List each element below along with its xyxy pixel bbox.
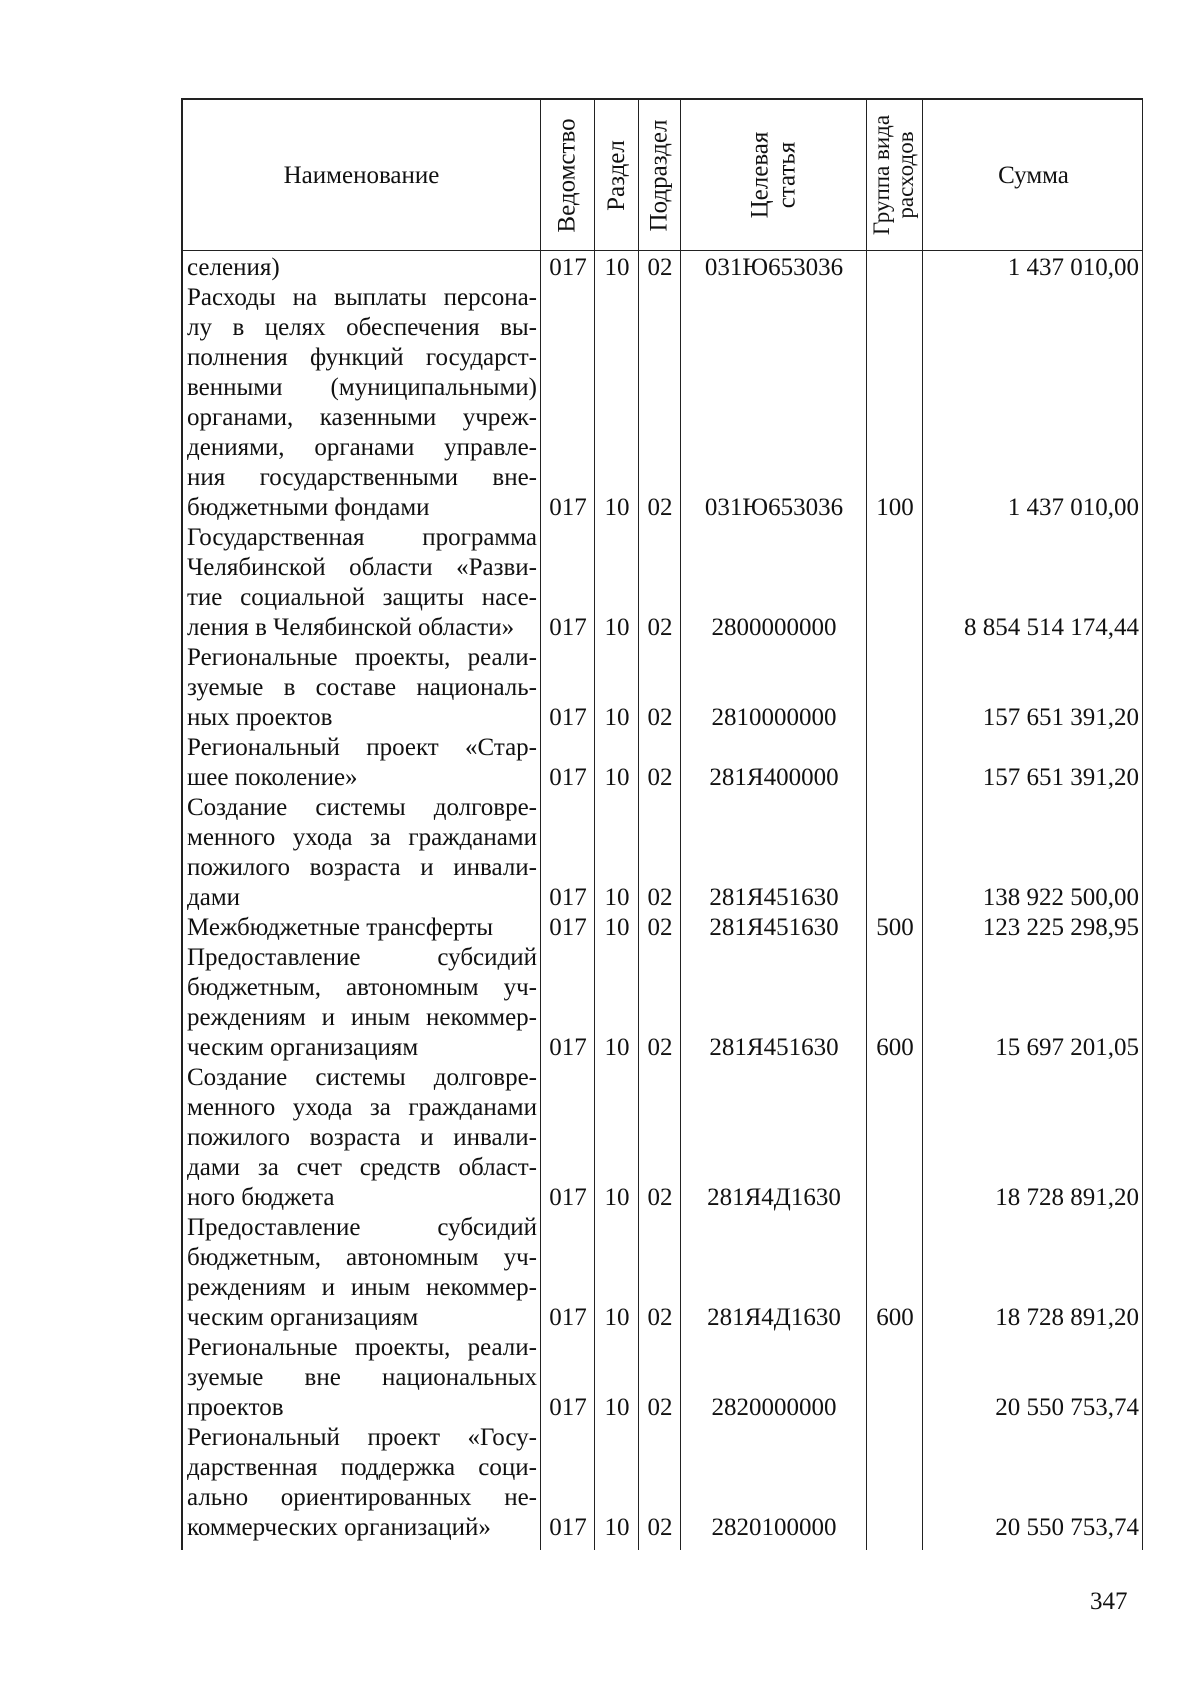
row-name-line: венными (муниципальными) bbox=[187, 374, 537, 401]
row-name-line: ческим организациям bbox=[187, 1304, 419, 1331]
row-gruppa: 600 bbox=[876, 1304, 914, 1331]
table-row bbox=[183, 943, 1142, 1063]
row-podrazdel: 02 bbox=[647, 254, 673, 281]
row-vedomstvo: 017 bbox=[549, 1184, 587, 1211]
row-podrazdel: 02 bbox=[647, 1394, 673, 1421]
row-name-line: Создание системы долговре- bbox=[187, 794, 537, 821]
header-gruppa-label: Группа вида расходов bbox=[869, 114, 919, 236]
row-razdel: 10 bbox=[604, 1514, 630, 1541]
row-name-line: Межбюджетные трансферты bbox=[187, 914, 494, 941]
table-row bbox=[183, 253, 1142, 283]
row-podrazdel: 02 bbox=[647, 884, 673, 911]
row-vedomstvo: 017 bbox=[549, 494, 587, 521]
row-name bbox=[187, 1423, 537, 1543]
row-name bbox=[187, 1063, 537, 1213]
table-row bbox=[183, 913, 1142, 943]
table-row bbox=[183, 733, 1142, 793]
row-name-line: бюджетными фондами bbox=[187, 494, 430, 521]
row-name-line: менного ухода за гражданами bbox=[187, 824, 537, 851]
page-number: 347 bbox=[1090, 1588, 1128, 1615]
row-podrazdel: 02 bbox=[647, 614, 673, 641]
row-name-line: дениями, органами управле- bbox=[187, 434, 537, 461]
row-name-line: селения) bbox=[187, 254, 280, 281]
row-name-line: тие социальной защиты насе- bbox=[187, 584, 537, 611]
row-podrazdel: 02 bbox=[647, 704, 673, 731]
row-name-line: Региональные проекты, реали- bbox=[187, 644, 537, 671]
header-gruppa bbox=[866, 100, 922, 250]
row-razdel: 10 bbox=[604, 1034, 630, 1061]
row-razdel: 10 bbox=[604, 884, 630, 911]
row-razdel: 10 bbox=[604, 1304, 630, 1331]
row-name-line: дами bbox=[187, 884, 241, 911]
row-celevaya-statya: 281Я451630 bbox=[709, 884, 839, 911]
row-podrazdel: 02 bbox=[647, 1184, 673, 1211]
row-celevaya-statya: 281Я400000 bbox=[709, 764, 839, 791]
header-razdel bbox=[594, 100, 638, 250]
row-podrazdel: 02 bbox=[647, 1514, 673, 1541]
header-divider bbox=[183, 250, 1142, 251]
row-name-line: бюджетным, автономным уч- bbox=[187, 974, 537, 1001]
row-summa: 20 550 753,74 bbox=[995, 1394, 1139, 1421]
row-vedomstvo: 017 bbox=[549, 614, 587, 641]
row-name-line: Региональный проект «Стар- bbox=[187, 734, 537, 761]
row-celevaya-statya: 281Я451630 bbox=[709, 914, 839, 941]
table-row bbox=[183, 1423, 1142, 1543]
row-razdel: 10 bbox=[604, 764, 630, 791]
row-name-line: шее поколение» bbox=[187, 764, 358, 791]
row-summa: 123 225 298,95 bbox=[982, 914, 1139, 941]
row-celevaya-statya: 2820100000 bbox=[711, 1514, 837, 1541]
row-name-line: органами, казенными учреж- bbox=[187, 404, 537, 431]
row-name bbox=[187, 913, 537, 943]
row-name bbox=[187, 1213, 537, 1333]
row-summa: 1 437 010,00 bbox=[1007, 254, 1139, 281]
row-name-line: пожилого возраста и инвали- bbox=[187, 854, 537, 881]
table-row bbox=[183, 523, 1142, 643]
row-name bbox=[187, 283, 537, 523]
row-name bbox=[187, 943, 537, 1063]
header-podrazdel bbox=[638, 100, 680, 250]
row-name-line: бюджетным, автономным уч- bbox=[187, 1244, 537, 1271]
row-name-line: проектов bbox=[187, 1394, 284, 1421]
table-row bbox=[183, 1333, 1142, 1423]
header-name bbox=[183, 100, 540, 250]
row-podrazdel: 02 bbox=[647, 1304, 673, 1331]
row-name-line: зуемые в составе националь- bbox=[187, 674, 537, 701]
header-celevaya bbox=[680, 100, 866, 250]
row-gruppa: 100 bbox=[876, 494, 914, 521]
row-name-line: реждениям и иным некоммер- bbox=[187, 1274, 537, 1301]
header-summa-label: Сумма bbox=[998, 161, 1069, 189]
row-podrazdel: 02 bbox=[647, 1034, 673, 1061]
row-name-line: ально ориентированных не- bbox=[187, 1484, 537, 1511]
row-name-line: дами за счет средств област- bbox=[187, 1154, 537, 1181]
header-podrazdel-label: Подраздел bbox=[645, 119, 673, 231]
row-name bbox=[187, 733, 537, 793]
row-name-line: ния государственными вне- bbox=[187, 464, 537, 491]
row-name-line: пожилого возраста и инвали- bbox=[187, 1124, 537, 1151]
row-name-line: Региональный проект «Госу- bbox=[187, 1424, 537, 1451]
header-summa bbox=[922, 100, 1145, 250]
row-razdel: 10 bbox=[604, 704, 630, 731]
row-summa: 157 651 391,20 bbox=[982, 704, 1139, 731]
header-name-label: Наименование bbox=[283, 161, 440, 189]
row-celevaya-statya: 031Ю653036 bbox=[704, 494, 844, 521]
row-name-line: зуемые вне национальных bbox=[187, 1364, 537, 1391]
table-row bbox=[183, 1063, 1142, 1213]
row-vedomstvo: 017 bbox=[549, 1514, 587, 1541]
row-name-line: лу в целях обеспечения вы- bbox=[187, 314, 537, 341]
row-vedomstvo: 017 bbox=[549, 1304, 587, 1331]
row-name-line: реждениям и иным некоммер- bbox=[187, 1004, 537, 1031]
row-celevaya-statya: 281Я4Д1630 bbox=[707, 1304, 841, 1331]
row-name-line: ного бюджета bbox=[187, 1184, 335, 1211]
row-name-line: полнения функций государст- bbox=[187, 344, 537, 371]
row-summa: 15 697 201,05 bbox=[995, 1034, 1139, 1061]
row-name bbox=[187, 253, 537, 283]
row-podrazdel: 02 bbox=[647, 494, 673, 521]
row-celevaya-statya: 281Я4Д1630 bbox=[707, 1184, 841, 1211]
row-vedomstvo: 017 bbox=[549, 704, 587, 731]
row-summa: 8 854 514 174,44 bbox=[964, 614, 1139, 641]
table-row bbox=[183, 643, 1142, 733]
row-name-line: Расходы на выплаты персона- bbox=[187, 284, 537, 311]
row-gruppa: 500 bbox=[876, 914, 914, 941]
row-name-line: ных проектов bbox=[187, 704, 333, 731]
row-vedomstvo: 017 bbox=[549, 254, 587, 281]
row-summa: 138 922 500,00 bbox=[982, 884, 1139, 911]
row-summa: 20 550 753,74 bbox=[995, 1514, 1139, 1541]
row-name bbox=[187, 793, 537, 913]
row-vedomstvo: 017 bbox=[549, 1394, 587, 1421]
row-celevaya-statya: 2800000000 bbox=[711, 614, 837, 641]
row-vedomstvo: 017 bbox=[549, 1034, 587, 1061]
row-name bbox=[187, 1333, 537, 1423]
row-name-line: дарственная поддержка соци- bbox=[187, 1454, 537, 1481]
row-summa: 18 728 891,20 bbox=[995, 1184, 1139, 1211]
row-name-line: Челябинской области «Разви- bbox=[187, 554, 537, 581]
row-name bbox=[187, 523, 537, 643]
row-celevaya-statya: 281Я451630 bbox=[709, 1034, 839, 1061]
row-name-line: коммерческих организаций» bbox=[187, 1514, 491, 1541]
row-name-line: Государственная программа bbox=[187, 524, 537, 551]
row-vedomstvo: 017 bbox=[549, 884, 587, 911]
row-podrazdel: 02 bbox=[647, 914, 673, 941]
row-razdel: 10 bbox=[604, 494, 630, 521]
row-name-line: Предоставление субсидий bbox=[187, 944, 537, 971]
row-razdel: 10 bbox=[604, 1184, 630, 1211]
row-name-line: ческим организациям bbox=[187, 1034, 419, 1061]
row-name-line: ления в Челябинской области» bbox=[187, 614, 515, 641]
row-celevaya-statya: 2810000000 bbox=[711, 704, 837, 731]
row-celevaya-statya: 031Ю653036 bbox=[704, 254, 844, 281]
row-razdel: 10 bbox=[604, 914, 630, 941]
row-celevaya-statya: 2820000000 bbox=[711, 1394, 837, 1421]
header-razdel-label: Раздел bbox=[602, 139, 630, 211]
row-name-line: Предоставление субсидий bbox=[187, 1214, 537, 1241]
budget-table bbox=[181, 98, 1143, 1550]
header-vedomstvo-label: Ведомство bbox=[553, 117, 581, 233]
row-name-line: Создание системы долговре- bbox=[187, 1064, 537, 1091]
row-name bbox=[187, 643, 537, 733]
header-vedomstvo bbox=[540, 100, 594, 250]
row-razdel: 10 bbox=[604, 1394, 630, 1421]
row-summa: 18 728 891,20 bbox=[995, 1304, 1139, 1331]
row-summa: 157 651 391,20 bbox=[982, 764, 1139, 791]
row-razdel: 10 bbox=[604, 254, 630, 281]
row-name-line: менного ухода за гражданами bbox=[187, 1094, 537, 1121]
table-row bbox=[183, 1213, 1142, 1333]
row-razdel: 10 bbox=[604, 614, 630, 641]
row-vedomstvo: 017 bbox=[549, 914, 587, 941]
row-vedomstvo: 017 bbox=[549, 764, 587, 791]
table-row bbox=[183, 283, 1142, 523]
row-gruppa: 600 bbox=[876, 1034, 914, 1061]
table-row bbox=[183, 793, 1142, 913]
header-celevaya-label: Целевая статья bbox=[745, 131, 800, 219]
row-summa: 1 437 010,00 bbox=[1007, 494, 1139, 521]
row-name-line: Региональные проекты, реали- bbox=[187, 1334, 537, 1361]
row-podrazdel: 02 bbox=[647, 764, 673, 791]
